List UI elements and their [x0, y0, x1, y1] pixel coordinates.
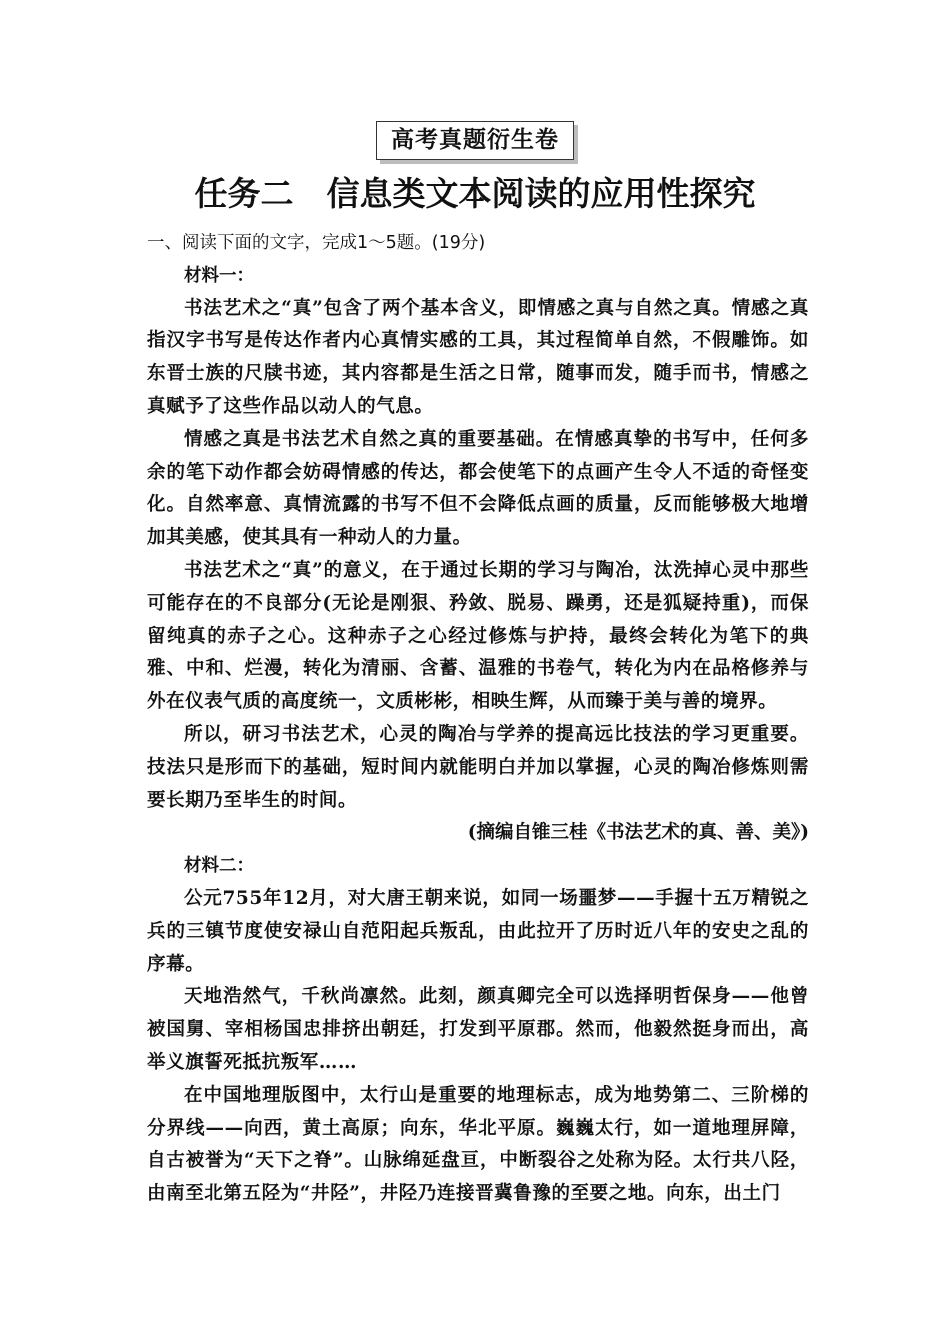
document-body	[147, 227, 809, 1211]
material-two-heading: 材料二：	[184, 856, 254, 877]
material-one-heading: 材料一：	[184, 265, 254, 286]
material-one-source: (摘编自锥三桂《书法艺术的真、善、美》)	[467, 822, 809, 844]
material-one-paragraph: 所以，研习书法艺术，心灵的陶冶与学养的提高远比技法的学习更重要。技法只是形而下的基础，短时间内就能明白并加以掌握，心灵的陶冶修炼则需要长期乃至毕生的时间。	[147, 723, 809, 811]
material-one-paragraph: 书法艺术之“真”包含了两个基本含义，即情感之真与自然之真。情感之真指汉字书写是传达作者内心真情实感的工具，其过程简单自然，不假雕饰。如东晋士族的尺牍书迹，其内容都是生活之日常，随事而发，随手而书，情感之真赋予了这些作品以动人的气息。	[147, 297, 809, 417]
page-title: 任务二 信息类文本阅读的应用性探究	[194, 174, 756, 213]
material-two-paragraph: 在中国地理版图中，太行山是重要的地理标志，成为地势第二、三阶梯的分界线——向西，黄土高原；向东，华北平原。巍巍太行，如一道地理屏障，自古被誉为“天下之脊”。山脉绵延盘亘，中断裂谷之处称为陉。太行共八陉，由南至北第五陉为“井陉”，井陉乃连接晋冀鲁豫的至要之地。向东，出土门	[147, 1084, 809, 1205]
material-one-paragraph: 书法艺术之“真”的意义，在于通过长期的学习与陶冶，汰洗掉心灵中那些可能存在的不良部分(无论是刚狠、矜敛、脱易、躁勇，还是狐疑持重)，而保留纯真的赤子之心。这种赤子之心经过修炼与护持，最终会转化为笔下的典雅、中和、烂漫，转化为清丽、含蓄、温雅的书卷气，转化为内在品格修养与外在仪表气质的高度统一，文质彬彬，相映生辉，从而臻于美与善的境界。	[147, 559, 809, 713]
section-instruction: 一、阅读下面的文字，完成1～5题。(19分)	[147, 233, 486, 253]
material-one-paragraph: 情感之真是书法艺术自然之真的重要基础。在情感真挚的书写中，任何多余的笔下动作都会妨碍情感的传达，都会使笔下的点画产生令人不适的奇怪变化。自然率意、真情流露的书写不但不会降低点画的质量，反而能够极大地增加其美感，使其具有一种动人的力量。	[147, 428, 809, 549]
badge-container	[0, 121, 950, 160]
exam-type-badge: 高考真题衍生卷	[376, 121, 574, 160]
material-two-paragraph: 天地浩然气，千秋尚凛然。此刻，颜真卿完全可以选择明哲保身——他曾被国舅、宰相杨国忠排挤出朝廷，打发到平原郡。然而，他毅然挺身而出，高举义旗誓死抵抗叛军……	[147, 986, 809, 1073]
material-two-paragraph: 公元755年12月，对大唐王朝来说，如同一场噩梦——手握十五万精锐之兵的三镇节度使安禄山自范阳起兵叛乱，由此拉开了历时近八年的安史之乱的序幕。	[147, 887, 809, 975]
